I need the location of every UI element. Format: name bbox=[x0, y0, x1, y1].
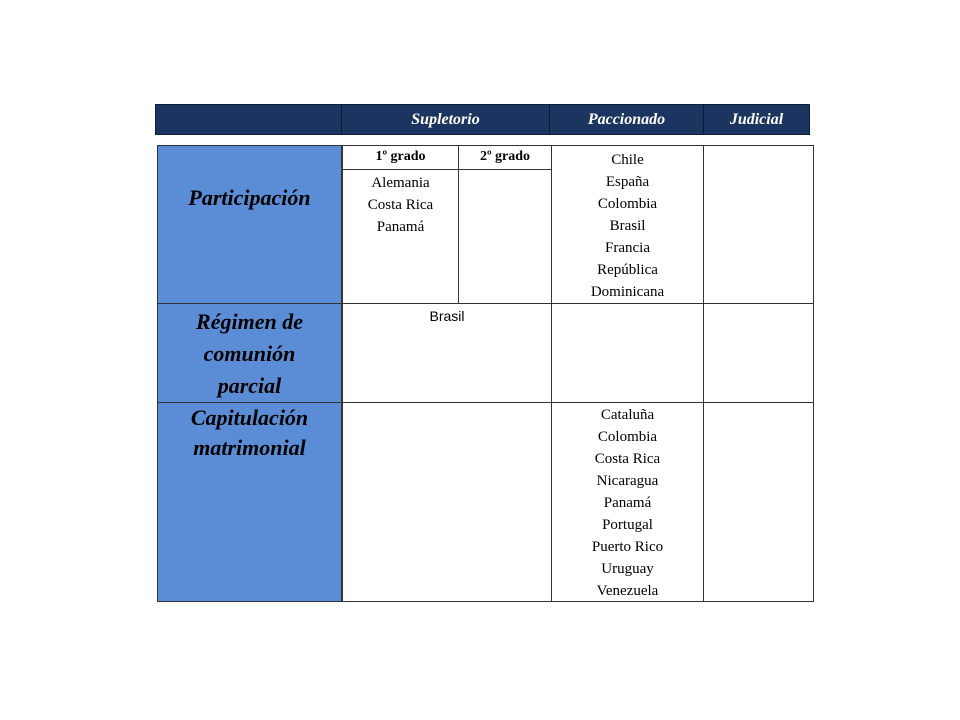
list-item: Colombia bbox=[597, 429, 658, 445]
subheader-2-grado-label: 2º grado bbox=[479, 149, 531, 164]
regimen-judicial-cell bbox=[703, 303, 814, 403]
list-item: Venezuela bbox=[596, 583, 659, 599]
row-header-capitulacion-matrimonial bbox=[157, 402, 342, 602]
row-header-line: comunión bbox=[203, 341, 296, 366]
row-header-line: Régimen de bbox=[196, 309, 303, 334]
participacion-2-grado-cell bbox=[458, 169, 552, 304]
list-item: Alemania bbox=[371, 175, 430, 191]
capitulacion-judicial-cell bbox=[703, 402, 814, 602]
list-item: Cataluña bbox=[600, 407, 655, 423]
list-item: España bbox=[605, 174, 650, 190]
column-header-supletorio: Supletorio bbox=[341, 105, 549, 134]
list-item: Panamá bbox=[603, 495, 652, 511]
list-item: Brasil bbox=[609, 218, 646, 234]
list-item: Panamá bbox=[376, 219, 425, 235]
regimen-supletorio-value: Brasil bbox=[429, 308, 465, 324]
list-item: Puerto Rico bbox=[591, 539, 664, 555]
regimes-table bbox=[157, 145, 814, 602]
row-header-line: Capitulación bbox=[190, 405, 309, 430]
subheader-1-grado bbox=[342, 145, 459, 170]
list-item: Dominicana bbox=[590, 284, 665, 300]
list-item: Uruguay bbox=[601, 561, 654, 577]
capitulacion-paccionado-cell bbox=[551, 402, 704, 602]
column-header-judicial: Judicial bbox=[703, 105, 809, 134]
list-item: Portugal bbox=[602, 517, 653, 533]
participacion-1-grado-list bbox=[343, 170, 458, 238]
list-item: Costa Rica bbox=[594, 451, 661, 467]
capitulacion-paccionado-list bbox=[552, 403, 703, 602]
list-item: Francia bbox=[605, 240, 650, 256]
regimen-paccionado-cell bbox=[551, 303, 704, 403]
row-header-regimen-comunion-parcial bbox=[157, 303, 342, 403]
column-header-bar bbox=[155, 104, 810, 135]
row-header-line: matrimonial bbox=[193, 435, 306, 460]
list-item: Nicaragua bbox=[596, 473, 659, 489]
list-item: Chile bbox=[611, 152, 644, 168]
participacion-judicial-cell bbox=[703, 145, 814, 304]
participacion-paccionado-list bbox=[552, 146, 703, 303]
list-item: Colombia bbox=[597, 196, 658, 212]
list-item: República bbox=[597, 262, 658, 278]
subheader-2-grado bbox=[458, 145, 552, 170]
participacion-paccionado-cell bbox=[551, 145, 704, 304]
column-header-paccionado: Paccionado bbox=[549, 105, 703, 134]
capitulacion-supletorio-cell bbox=[342, 402, 552, 602]
participacion-1-grado-cell bbox=[342, 169, 459, 304]
regimen-supletorio-cell bbox=[342, 303, 552, 403]
list-item: Costa Rica bbox=[367, 197, 434, 213]
subheader-1-grado-label: 1º grado bbox=[375, 149, 426, 164]
row-header-participacion: Participación bbox=[157, 145, 342, 304]
row-header-line: parcial bbox=[217, 373, 282, 398]
